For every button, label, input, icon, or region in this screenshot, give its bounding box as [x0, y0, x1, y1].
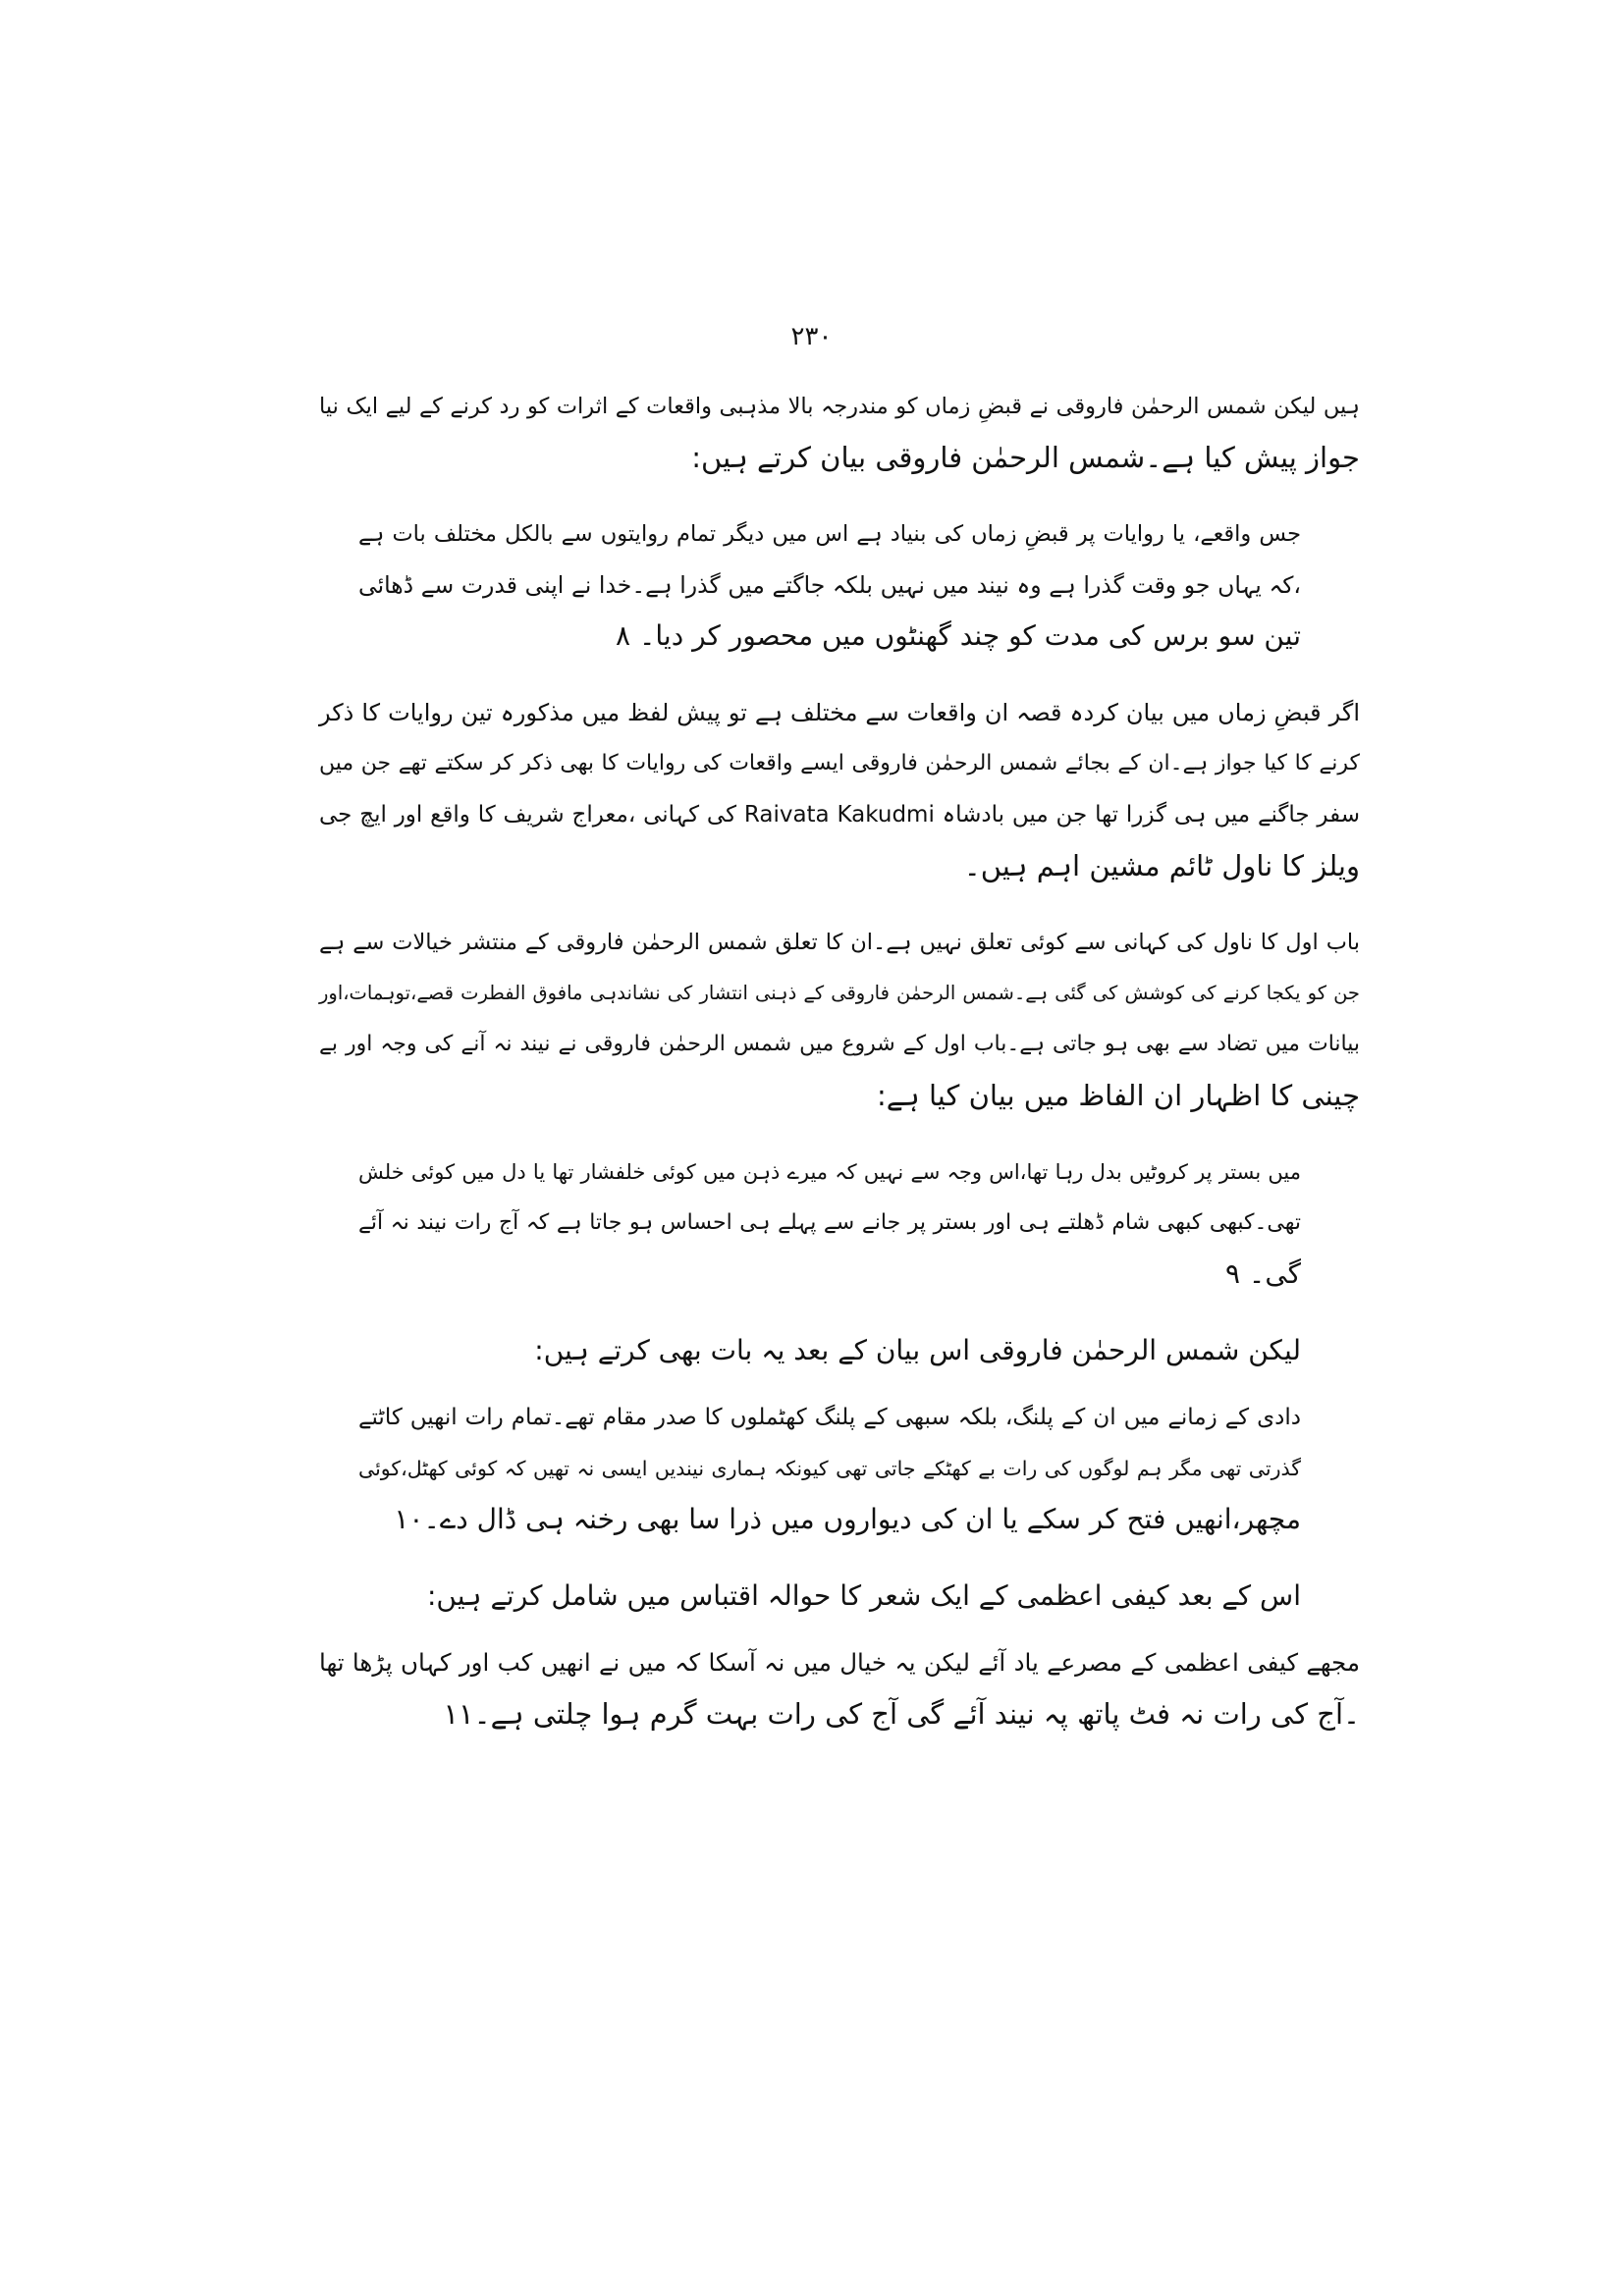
page-number: ۲۳۰ [790, 322, 833, 351]
text-line: چینی کا اظہار ان الفاظ میں بیان کیا ہے: [877, 1079, 1360, 1112]
quote-line: مچھر،انھیں فتح کر سکے یا ان کی دیواروں میں ذرا سا بھی رخنہ ہی ڈال دے۔۱۰ [394, 1503, 1301, 1535]
text-line: جن کو یکجا کرنے کی کوشش کی گئی ہے۔شمس الرحمٰن فاروقی کے ذہنی انتشار کی نشاندہی مافوق الفطرت قصے،توہمات،اور [319, 982, 1360, 1004]
quote-line: تین سو برس کی مدت کو چند گھنٹوں میں محصور کر دیا۔ ۸ [616, 619, 1301, 652]
paragraph-qabz-e-zaman [319, 687, 1360, 891]
text-line: ویلز کا ناول ٹائم مشین اہم ہیں۔ [963, 849, 1360, 882]
quote-line: دادی کے زمانے میں ان کے پلنگ، بلکہ سبھی کے پلنگ کھٹملوں کا صدر مقام تھے۔تمام رات انھیں کاٹتے [358, 1405, 1301, 1430]
paragraph-kaifi-quote [319, 1637, 1360, 1739]
paragraph-intro [319, 381, 1360, 483]
text-line: مجھے کیفی اعظمی کے مصرعے یاد آئے لیکن یہ خیال میں نہ آسکا کہ میں نے انھیں کب اور کہاں پڑھا تھا [319, 1648, 1360, 1677]
paragraph-bab-awwal [319, 917, 1360, 1121]
page-body [319, 381, 1360, 1765]
paragraph-kaifi-intro [358, 1571, 1301, 1622]
text-line: ۔آج کی رات نہ فٹ پاتھ پہ نیند آئے گی آج کی رات بہت گرم ہوا چلتی ہے۔۱۱ [443, 1697, 1360, 1731]
text-line: سفر جاگنے میں ہی گزرا تھا جن میں بادشاہ Raivata Kakudmi کی کہانی ،معراج شریف کا واقع اور ایچ جی [319, 802, 1360, 828]
quote-line: میں بستر پر کروٹیں بدل رہا تھا،اس وجہ سے نہیں کہ میرے ذہن میں کوئی خلفشار تھا یا دل میں کوئی خلش [358, 1160, 1301, 1184]
text-line: کرنے کا کیا جواز ہے۔ان کے بجائے شمس الرحمٰن فاروقی ایسے واقعات کی روایات کا بھی ذکر کر سکتے تھے جن میں [319, 751, 1360, 775]
text-line: باب اول کا ناول کی کہانی سے کوئی تعلق نہیں ہے۔ان کا تعلق شمس الرحمٰن فاروقی کے منتشر خیالات سے ہے [319, 930, 1360, 955]
block-quote-3 [358, 1392, 1301, 1545]
text-line: جواز پیش کیا ہے۔شمس الرحمٰن فاروقی بیان کرتے ہیں: [691, 441, 1360, 474]
quote-line: گی۔ ۹ [1224, 1257, 1301, 1290]
text-line: ہیں لیکن شمس الرحمٰن فاروقی نے قبضِ زماں کو مندرجہ بالا مذہبی واقعات کے اثرات کو رد کرنے کے لیے ایک نیا [319, 394, 1360, 419]
block-quote-1 [358, 508, 1301, 662]
text-line: بیانات میں تضاد سے بھی ہو جاتی ہے۔باب اول کے شروع میں شمس الرحمٰن فاروقی نے نیند نہ آنے کی وجہ اور بے [319, 1032, 1360, 1056]
quote-line: جس واقعے، یا روایات پر قبضِ زماں کی بنیاد ہے اس میں دیگر تمام روایتوں سے بالکل مختلف بات ہے [358, 521, 1301, 547]
text-line: لیکن شمس الرحمٰن فاروقی اس بیان کے بعد یہ بات بھی کرتے ہیں: [534, 1334, 1301, 1366]
quote-line: ،کہ یہاں جو وقت گذرا ہے وہ نیند میں نہیں بلکہ جاگتے میں گذرا ہے۔خدا نے اپنی قدرت سے ڈھائی [358, 571, 1301, 599]
quote-line: تھی۔کبھی کبھی شام ڈھلتے ہی اور بستر پر جانے سے پہلے ہی احساس ہو جاتا ہے کہ آج رات نیند نہ آئے [358, 1210, 1301, 1235]
quote-line: گذرتی تھی مگر ہم لوگوں کی رات بے کھٹکے جاتی تھی کیونکہ ہماری نیندیں ایسی نہ تھیں کہ کوئی کھٹل،کوئی [358, 1457, 1301, 1480]
paragraph-lekin [358, 1325, 1301, 1376]
text-line: اگر قبضِ زماں میں بیان کردہ قصہ ان واقعات سے مختلف ہے تو پیش لفظ میں مذکورہ تین روایات کا ذکر [319, 699, 1360, 726]
block-quote-2 [358, 1147, 1301, 1300]
text-line: اس کے بعد کیفی اعظمی کے ایک شعر کا حوالہ اقتباس میں شامل کرتے ہیں: [426, 1579, 1301, 1612]
